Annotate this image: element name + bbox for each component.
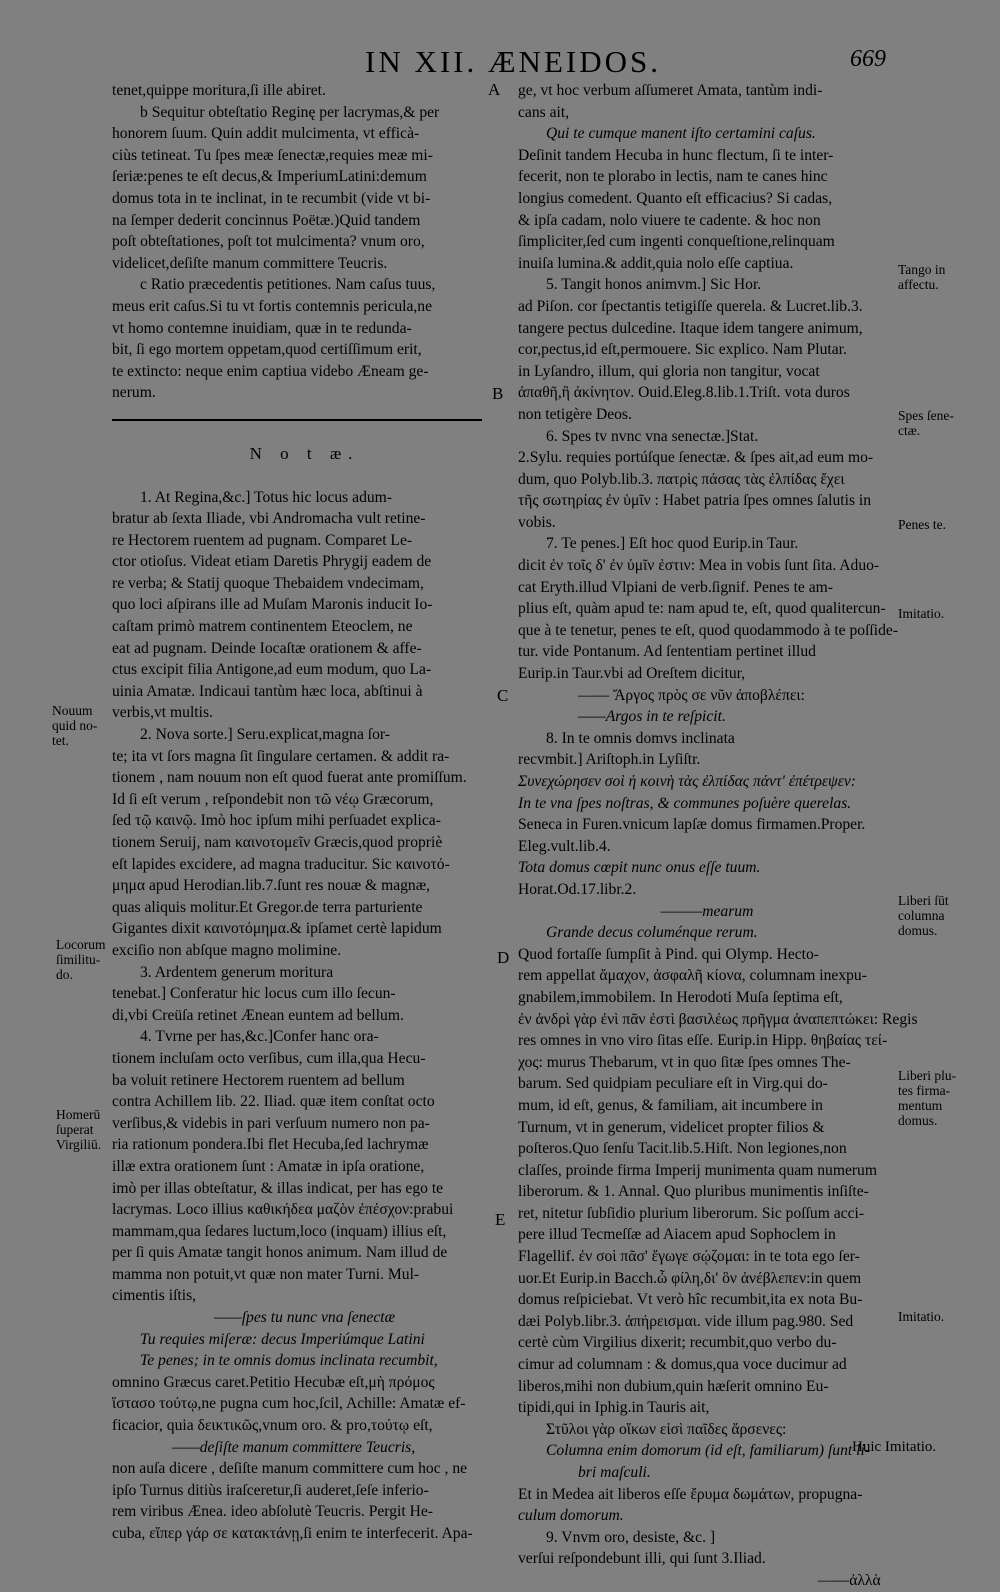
- note-line: Turnum, vt in generum, videlicet propter filios &: [518, 1118, 825, 1136]
- note-line: bratur ab ſexta Iliade, vbi Andromacha vult retine-: [112, 510, 426, 528]
- margin-note: Spes ſene- ctæ.: [898, 408, 954, 438]
- note-line: ἀπαθῆ,ἢ ἀκίνητον. Ouid.Eleg.8.lib.1.Triſt. vota duros: [518, 384, 850, 402]
- note-line: recvmbit.] Ariſtoph.in Lyſiſtr.: [518, 751, 701, 769]
- note-line: mamma non potuit,vt quæ non mater Turni. Mul-: [112, 1265, 420, 1283]
- verse-quote-line: ——ſpes tu nunc vna ſenectæ: [213, 1309, 396, 1327]
- note-line: & ipſa cadam, nolo viuere te cadente. & hoc non: [518, 211, 821, 229]
- margin-note: Liberi ſūt columna domus.: [898, 893, 949, 938]
- note-line: 3. Ardentem generum moritura: [140, 963, 334, 981]
- note-line: omnino Græcus caret.Petitio Hecubæ eſt,μὴ πρόμος: [112, 1373, 435, 1391]
- note-line: ctor otioſus. Videat etiam Daretis Phrygij eadem de: [112, 553, 432, 571]
- text-line: c Ratio præcedentis petitiones. Nam caſus tuus,: [140, 276, 436, 294]
- note-line: ge, vt hoc verbum aſſumeret Amata, tantùm indi-: [518, 82, 823, 99]
- note-line: longius comedent. Quanto eſt efficacius? Si cadas,: [518, 189, 833, 207]
- text-line: domus tota in te inclinat, in te recumbit (vide vt bi-: [112, 189, 431, 207]
- text-line: te extincto: neque enim captiua videbo Æneam ge-: [112, 362, 429, 380]
- note-line: in Lyſandro, illum, qui gloria non tangitur, vocat: [518, 362, 820, 380]
- note-line: verbis,vt multis.: [112, 704, 213, 722]
- note-line: domus reſpiciebat. Vt verò hîc recumbit,ita ex nota Bu-: [518, 1291, 863, 1309]
- note-line: res omnes in vno viro ſitas eſſe. Eurip.in Hipp. θηβαίας τεί-: [518, 1032, 888, 1050]
- note-line: lacrymas. Loco illius καθικήδεα μαζὸν ἐπέσχον:prabui: [112, 1201, 454, 1219]
- note-line: 8. In te omnis domvs inclinata: [546, 729, 735, 747]
- note-line: quo loci aſpirans ille ad Muſam Maronis inducit Io-: [112, 596, 433, 614]
- margin-note: Imitatio.: [898, 606, 945, 621]
- text-line: ciùs tetineat. Tu ſpes meæ ſenectæ,requies meæ mi-: [112, 146, 433, 164]
- verse-quote-line: ——Argos in te reſpicit.: [578, 708, 726, 726]
- note-line: que à te tenetur, penes te eſt, quod quodammodo à te poſſide-: [518, 621, 899, 639]
- note-line: ἐν ἀνδρὶ γὰρ ἐνὶ πᾶν ἐστὶ βασιλέως πρῆγμα ἀναπεπτώκει: Regis: [518, 1010, 918, 1028]
- text-line: vt homo contemne inuidiam, quæ in te redunda-: [112, 319, 412, 337]
- note-line: cor,pectus,id eſt,permouere. Sic explico. Nam Plutar.: [518, 341, 847, 359]
- section-divider: [112, 419, 482, 421]
- note-line: uor.Et Eurip.in Bacch.ὦ φίλη,δι' ὃν ἀνέβλεπεν:in quem: [518, 1269, 862, 1287]
- note-line: verſibus,& videbis in pari verſuum numero non pa-: [112, 1114, 430, 1132]
- note-line: ba voluit retinere Hectorem ruentem ad bellum: [112, 1071, 405, 1089]
- verse-quote-line: Στῦλοι γὰρ οἴκων εἰσὶ παῖδες ἄρσενες:: [546, 1420, 787, 1438]
- text-line: tenet,quippe moritura,ſi ille abiret.: [112, 82, 326, 99]
- text-line: meus erit caſus.Si tu vt fortis contemnis pericula,ne: [112, 297, 433, 315]
- note-line: illæ extra orationem ſunt : Amatæ in ipſa oratione,: [112, 1157, 425, 1175]
- margin-note: Locorum ſimilitu- do.: [56, 937, 106, 982]
- note-line: poſteros.Quo ſenſu Tacit.lib.5.Hiſt. Non legiones,non: [518, 1140, 847, 1158]
- note-line: Deſinit tandem Hecuba in hunc flectum, ſi te inter-: [518, 146, 834, 164]
- note-line: ficacior, quia δεικτικῶς,vnum oro. & pro,τούτῳ eſt,: [112, 1417, 433, 1435]
- note-line: ria rationum pondera.Ibi flet Hecuba,ſed lachrymæ: [112, 1136, 429, 1154]
- margin-note: Penes te.: [898, 517, 946, 532]
- note-line: Horat.Od.17.libr.2.: [518, 880, 637, 898]
- note-line: 5. Tangit honos animvm.] Sic Hor.: [546, 276, 762, 294]
- note-line: ret, nitetur ſubſidio plurium liberorum. Sic poſſum acci-: [518, 1204, 865, 1222]
- section-letter-e: E: [495, 1210, 506, 1229]
- text-line: ſeriæ:penes te eſt decus,& ImperiumLatini:demum: [112, 168, 427, 186]
- margin-note: Nouum quid no- tet.: [52, 703, 98, 748]
- note-line: cimentis iſtis,: [112, 1287, 197, 1305]
- note-line: re verba; & Statij quoque Thebaidem vndecimam,: [112, 574, 424, 592]
- commentary-block: [112, 80, 497, 404]
- note-line: 6. Spes tv nvnc vna senectæ.]Stat.: [546, 427, 759, 445]
- note-line: τῆς σωτηρίας ἐν ὑμῖν : Habet patria ſpes omnes ſalutis in: [518, 492, 872, 510]
- note-line: Et in Medea ait liberos eſſe ἔρυμα δωμάτων, propugna-: [518, 1485, 863, 1503]
- margin-note: Homerū ſuperat Virgiliū.: [56, 1107, 102, 1152]
- text-line: bit, ſi ego mortem oppetam,quod certiſſimum erit,: [112, 341, 422, 359]
- margin-note: Imitatio.: [898, 1309, 945, 1324]
- note-line: ſimpliciter,ſed cum ingenti conqueſtione,relinquam: [518, 233, 835, 251]
- note-line: verſui reſpondebunt illi, qui ſunt 3.Iliad.: [518, 1550, 766, 1568]
- note-line: non auſa dicere , deſiſte manum committere cum hoc , ne: [112, 1460, 468, 1478]
- note-line: ad Piſon. cor ſpectantis tetigiſſe querela. & Lucret.lib.3.: [518, 297, 863, 315]
- note-line: tionem Seruij, nam καινοτομεῖν Græcis,quod propriè: [112, 834, 443, 851]
- running-header: [0, 44, 1000, 84]
- notes-heading: N o t æ.: [249, 443, 360, 463]
- text-line: nerum.: [112, 384, 156, 402]
- note-line: tangere pectus dulcedine. Itaque idem tangere animum,: [518, 319, 863, 337]
- section-letter-d: D: [497, 948, 510, 967]
- note-line: cuba, εἴπερ γάρ σε κατακτάνῃ,ſi enim te interfecerit. Apa-: [112, 1525, 473, 1542]
- section-letter-c: C: [497, 686, 509, 705]
- notes-block: [112, 487, 497, 1545]
- note-line: pere illud Tecmeſſæ ad Aiacem apud Sophoclem in: [518, 1226, 836, 1244]
- note-line: ipſo Turnus ditiùs iraſceretur,ſi auderet,ſeſe inferio-: [112, 1481, 429, 1499]
- note-line: 2.Sylu. requies portúſque ſenectæ. & ſpes ait,ad eum mo-: [518, 449, 874, 467]
- note-line: ſed τῷ καινῷ. Imò hoc ipſum mihi perſuadet explica-: [112, 812, 441, 830]
- note-line: imò per illas obteſtatur, & illas indicat, per has ego te: [112, 1179, 444, 1197]
- note-line: contra Achillem lib. 22. Iliad. quæ item conſtat octo: [112, 1093, 435, 1111]
- note-line: cat Eryth.illud Vlpiani de verb.ſignif. Penes te am-: [518, 578, 833, 596]
- note-line: exciſio non abſque magno molimine.: [112, 941, 342, 959]
- running-title: IN XII. ÆNEIDOS.: [365, 44, 661, 79]
- note-line: claſſes, proinde firma Imperij munimenta quam numerum: [518, 1161, 877, 1179]
- note-line: caſtam primò matrem continentem Eteoclem, ne: [112, 618, 413, 636]
- note-line: cimur ad columnam : & domus,qua voce ducimur ad: [518, 1356, 847, 1374]
- note-line: certè cùm Virgilius dixerit; recumbit,quo verbo du-: [518, 1334, 837, 1352]
- note-line: fecerit, non te plorabo in lectis, nam te canes hinc: [518, 168, 828, 186]
- verse-quote-line: In te vna ſpes noſtras, & communes poſuère querelas.: [518, 794, 852, 812]
- note-line: mammam,qua ſedares luctum,loco (inquam) illius eſt,: [112, 1222, 447, 1240]
- note-line: re Hectorem ruentem ad pugnam. Comparet Le-: [112, 531, 413, 549]
- text-line: honorem ſuum. Quin addit mulcimenta, vt efficà-: [112, 125, 420, 143]
- note-line: 4. Tvrne per has,&c.]Confer hanc ora-: [140, 1028, 379, 1046]
- verse-quote-line: Qui te cumque manent iſto certamini caſus.: [546, 125, 816, 143]
- note-line: cans ait,: [518, 103, 570, 121]
- note-line: μημα apud Herodian.lib.7.ſunt res nouæ & magnæ,: [112, 877, 431, 895]
- note-line: 1. At Regina,&c.] Totus hic locus adum-: [140, 488, 392, 506]
- note-line: dæi Polyb.libr.3. ἀπήρεισμαι. vide illum pag.980. Sed: [518, 1312, 854, 1330]
- verse-quote-line: Συνεχώρησεν σοὶ ἡ κοινὴ τὰς ἐλπίδας πάντ' ἐπέτρεψεν:: [518, 773, 856, 790]
- note-line: plius eſt, quàm apud te: nam apud te, eſt, quod qualitercun-: [518, 600, 886, 618]
- note-line: tur. vide Pontanum. Ad ſententiam pertinet illud: [518, 643, 816, 661]
- verse-quote-line: Grande decus columénque rerum.: [546, 924, 758, 942]
- text-line: b Sequitur obteſtatio Reginę per lacrymas,& per: [140, 103, 440, 121]
- verse-quote-line: Tota domus cœpit nunc onus eſſe tuum.: [518, 859, 761, 877]
- note-line: inuiſa lumina.& addit,quia nolo eſſe captiua.: [518, 254, 794, 272]
- note-line: gnabilem,immobilem. In Herodoti Muſa ſeptima eſt,: [518, 988, 843, 1006]
- margin-note: Tango in affectu.: [898, 262, 946, 292]
- note-line: ἵστασο τούτῳ,ne pugna cum hoc,ſcil, Achille: Amatæ ef-: [112, 1395, 466, 1413]
- note-line: liberorum. & 1. Annal. Quo pluribus munimentis inſiſte-: [518, 1183, 869, 1201]
- verse-quote-line: ——deſiſte manum committere Teucris,: [172, 1438, 416, 1456]
- text-line: videlicet,deſiſte manum committere Teucris.: [112, 254, 388, 272]
- note-line: quas aliquis molitur.Et Gregor.de terra parturiente: [112, 898, 423, 916]
- note-line: dicit ἐν τοῖς δ' ἐν ὑμῖν ἐστιν: Mea in vobis ſunt ſita. Aduo-: [518, 557, 880, 575]
- text-line: poſt obteſtationes, poſt tot mulcimenta? vnum oro,: [112, 233, 425, 251]
- verse-quote-line: Tu requies miſeræ: decus Imperiúmque Latini: [140, 1330, 425, 1348]
- verse-quote-line: Columna enim domorum (id eſt, familiarum) ſunt li-: [546, 1442, 870, 1460]
- verse-quote-line: Te penes; in te omnis domus inclinata recumbit,: [140, 1352, 438, 1370]
- section-letter-b: B: [492, 384, 504, 403]
- note-line: liberos,mihi non dubium,quin hæſerit omnino Eu-: [518, 1377, 829, 1395]
- note-line: Eleg.vult.lib.4.: [518, 837, 611, 855]
- note-line: Eurip.in Taur.vbi ad Oreſtem dicitur,: [518, 665, 746, 683]
- note-line: χος: murus Thebarum, vt in quo ſitæ ſpes omnes The-: [518, 1053, 851, 1071]
- verse-quote-line: bri maſculi.: [578, 1464, 651, 1481]
- left-column: [112, 80, 497, 1545]
- note-line: per ſi quis Amatæ tangit honos animum. Nam illud de: [112, 1244, 448, 1262]
- note-line: non tetigère Deos.: [518, 405, 632, 423]
- note-line: 9. Vnvm oro, desiste, &c. ]: [546, 1528, 716, 1546]
- note-line: vobis.: [518, 513, 556, 531]
- note-line: tipidi,qui in Iphig.in Tauris ait,: [518, 1399, 710, 1417]
- note-line: Id ſi eſt verum , reſpondebit non τῶ νέῳ Græcorum,: [112, 790, 434, 808]
- page-number: 669: [850, 46, 886, 72]
- note-line: tionem incluſam octo verſibus, cum illa,qua Hecu-: [112, 1049, 426, 1067]
- note-line: te; ita vt ſors magna ſit ſingulare certamen. & addit ra-: [112, 747, 450, 765]
- verse-quote-line: —— Ἄργος πρὸς σε νῦν ἀποβλέπει:: [578, 686, 805, 704]
- note-line: 7. Te penes.] Eſt hoc quod Eurip.in Taur.: [546, 535, 799, 553]
- note-line: Seneca in Furen.vnicum lapſæ domus firmamen.Proper.: [518, 816, 866, 834]
- note-line: eat ad pugnam. Deinde Iocaſtæ orationem & affe-: [112, 639, 422, 657]
- note-line: tenebat.] Conferatur hic locus cum illo ſecun-: [112, 985, 396, 1003]
- catchword: ——ἀλλὰ: [818, 1571, 881, 1589]
- note-line: mum, id eſt, genus, & familiam, ait incumbere in: [518, 1096, 823, 1114]
- note-line: barum. Sed quidpiam peculiare eſt in Virg.qui do-: [518, 1075, 828, 1093]
- note-line: rem appellat ἄμαχον, ἀσφαλῆ κίονα, columnam inexpu-: [518, 967, 867, 985]
- verse-quote-line: ———mearum: [660, 902, 754, 920]
- note-line: rem viribus Ænea. ideo abſolutè Teucris. Pergit He-: [112, 1503, 433, 1521]
- note-line: di,vbi Creüſa retinet Ænean euntem ad bellum.: [112, 1006, 404, 1024]
- note-line: Flagellif. ἐν σοὶ πᾶσ' ἔγωγε σῴζομαι: in te tota ego ſer-: [518, 1248, 860, 1266]
- note-line: tionem , nam nouum non eſt quod fuerat ante promiſſum.: [112, 769, 467, 787]
- text-line: na ſemper dederit concinnus Poëtæ.)Quid tandem: [112, 211, 421, 229]
- section-letter-a: A: [488, 80, 501, 99]
- note-line: ctus excipit filia Antigone,ad eum modum, quo La-: [112, 661, 432, 679]
- note-line: Gigantes dixit καινοτόμημα.& ipſamet certè lapidum: [112, 920, 442, 938]
- margin-note: Huic Imitatio.: [852, 1439, 937, 1455]
- note-line: culum domorum.: [518, 1507, 624, 1525]
- margin-note: Liberi plu- tes firma- mentum domus.: [898, 1068, 957, 1128]
- note-line: uinia Amatæ. Indicaui tantùm hæc loca, abſtinui à: [112, 682, 423, 700]
- note-line: Quod fortaſſe ſumpſit à Pind. qui Olymp. Hecto-: [518, 945, 820, 963]
- right-column: [518, 80, 918, 1592]
- note-line: dum, quo Polyb.lib.3. πατρὶς πάσας τὰς ἐλπίδας ἔχει: [518, 470, 845, 488]
- note-line: eſt lapides excidere, ad magna traducitur. Sic καινοτό-: [112, 855, 450, 873]
- note-line: 2. Nova sorte.] Seru.explicat,magna ſor-: [140, 726, 390, 744]
